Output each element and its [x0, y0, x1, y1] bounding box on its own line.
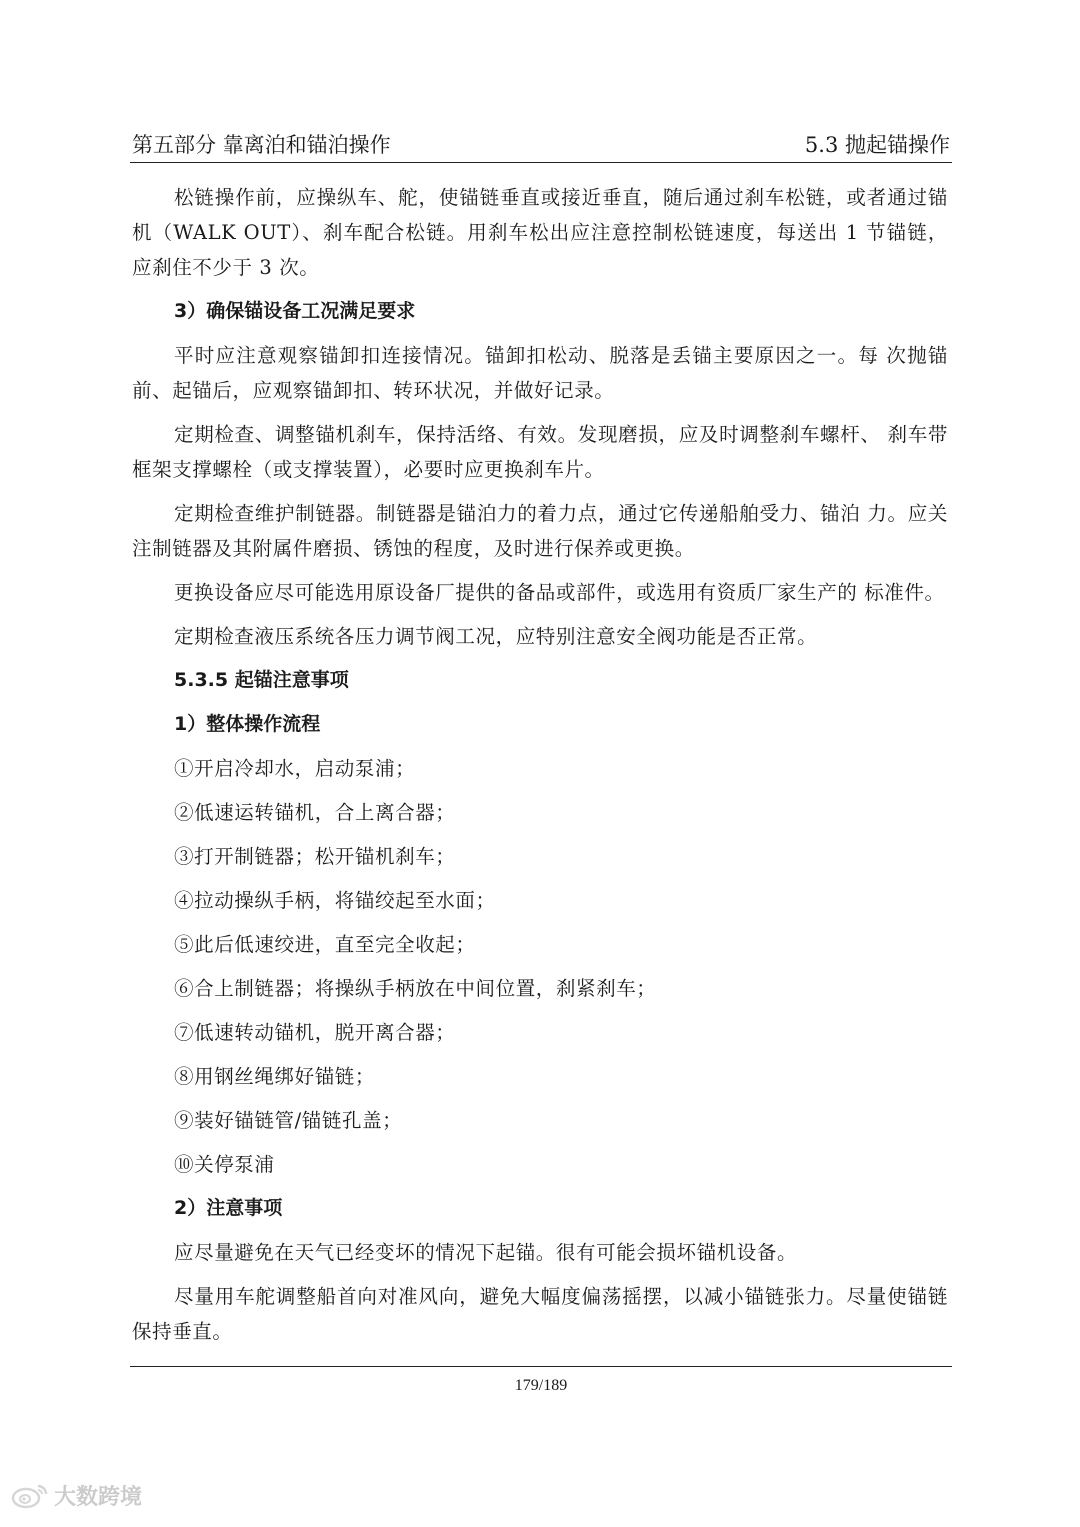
paragraph: 松链操作前，应操纵车、舵，使锚链垂直或接近垂直，随后通过刹车松链，或者通过锚机（WALK OUT）、刹车配合松链。用刹车松出应注意控制松链速度，每送出 1 节锚链，应刹住不少于 3 次。	[132, 186, 948, 279]
page-number: 179/189	[514, 1377, 568, 1394]
section-heading: 5.3.5 起锚注意事项	[174, 669, 349, 691]
watermark	[10, 1478, 142, 1512]
paragraph: 定期检查液压系统各压力调节阀工况，应特别注意安全阀功能是否正常。	[174, 625, 818, 648]
procedure-step: ⑨装好锚链管/锚链孔盖；	[174, 1109, 403, 1132]
page-body	[132, 180, 948, 1358]
paragraph: 更换设备应尽可能选用原设备厂提供的备品或部件，或选用有资质厂家生产的 标准件。	[174, 581, 945, 604]
procedure-step: ②低速运转锚机，合上离合器；	[174, 801, 456, 824]
paragraph: 尽量用车舵调整船首向对准风向，避免大幅度偏荡摇摆，以减小锚链张力。尽量使锚链保持垂直。	[132, 1285, 948, 1343]
page-header	[130, 128, 952, 162]
paragraph: 应尽量避免在天气已经变坏的情况下起锚。很有可能会损坏锚机设备。	[174, 1241, 798, 1264]
procedure-step: ③打开制链器；松开锚机刹车；	[174, 845, 456, 868]
procedure-step: ⑧用钢丝绳绑好锚链；	[174, 1065, 376, 1088]
procedure-step: ④拉动操纵手柄，将锚绞起至水面；	[174, 889, 496, 912]
procedure-step: ⑥合上制链器；将操纵手柄放在中间位置，刹紧刹车；	[174, 977, 657, 1000]
procedure-step: ⑩关停泵浦	[174, 1153, 275, 1176]
weibo-logo-icon	[10, 1480, 50, 1510]
paragraph: 定期检查维护制链器。制链器是锚泊力的着力点，通过它传递船舶受力、锚泊 力。应关注制链器及其附属件磨损、锈蚀的程度，及时进行保养或更换。	[132, 502, 948, 560]
procedure-step: ⑦低速转动锚机，脱开离合器；	[174, 1021, 456, 1044]
footer-divider	[130, 1366, 952, 1367]
procedure-step: ①开启冷却水，启动泵浦；	[174, 757, 416, 780]
paragraph: 定期检查、调整锚机刹车，保持活络、有效。发现磨损，应及时调整刹车螺杆、 刹车带框架支撑螺栓（或支撑装置），必要时应更换刹车片。	[132, 423, 948, 481]
procedure-step: ⑤此后低速绞进，直至完全收起；	[174, 933, 476, 956]
header-subsection-title: 5.3 抛起锚操作	[804, 133, 950, 157]
section-heading: 3）确保锚设备工况满足要求	[174, 300, 416, 322]
section-heading: 1）整体操作流程	[174, 713, 321, 735]
header-section-title: 第五部分 靠离泊和锚泊操作	[132, 133, 391, 157]
watermark-text: 大数跨境	[54, 1484, 143, 1510]
header-divider	[130, 162, 952, 163]
paragraph: 平时应注意观察锚卸扣连接情况。锚卸扣松动、脱落是丢锚主要原因之一。每 次抛锚前、起锚后，应观察锚卸扣、转环状况，并做好记录。	[132, 344, 948, 402]
section-heading: 2）注意事项	[174, 1197, 283, 1219]
procedure-steps	[132, 751, 948, 1182]
